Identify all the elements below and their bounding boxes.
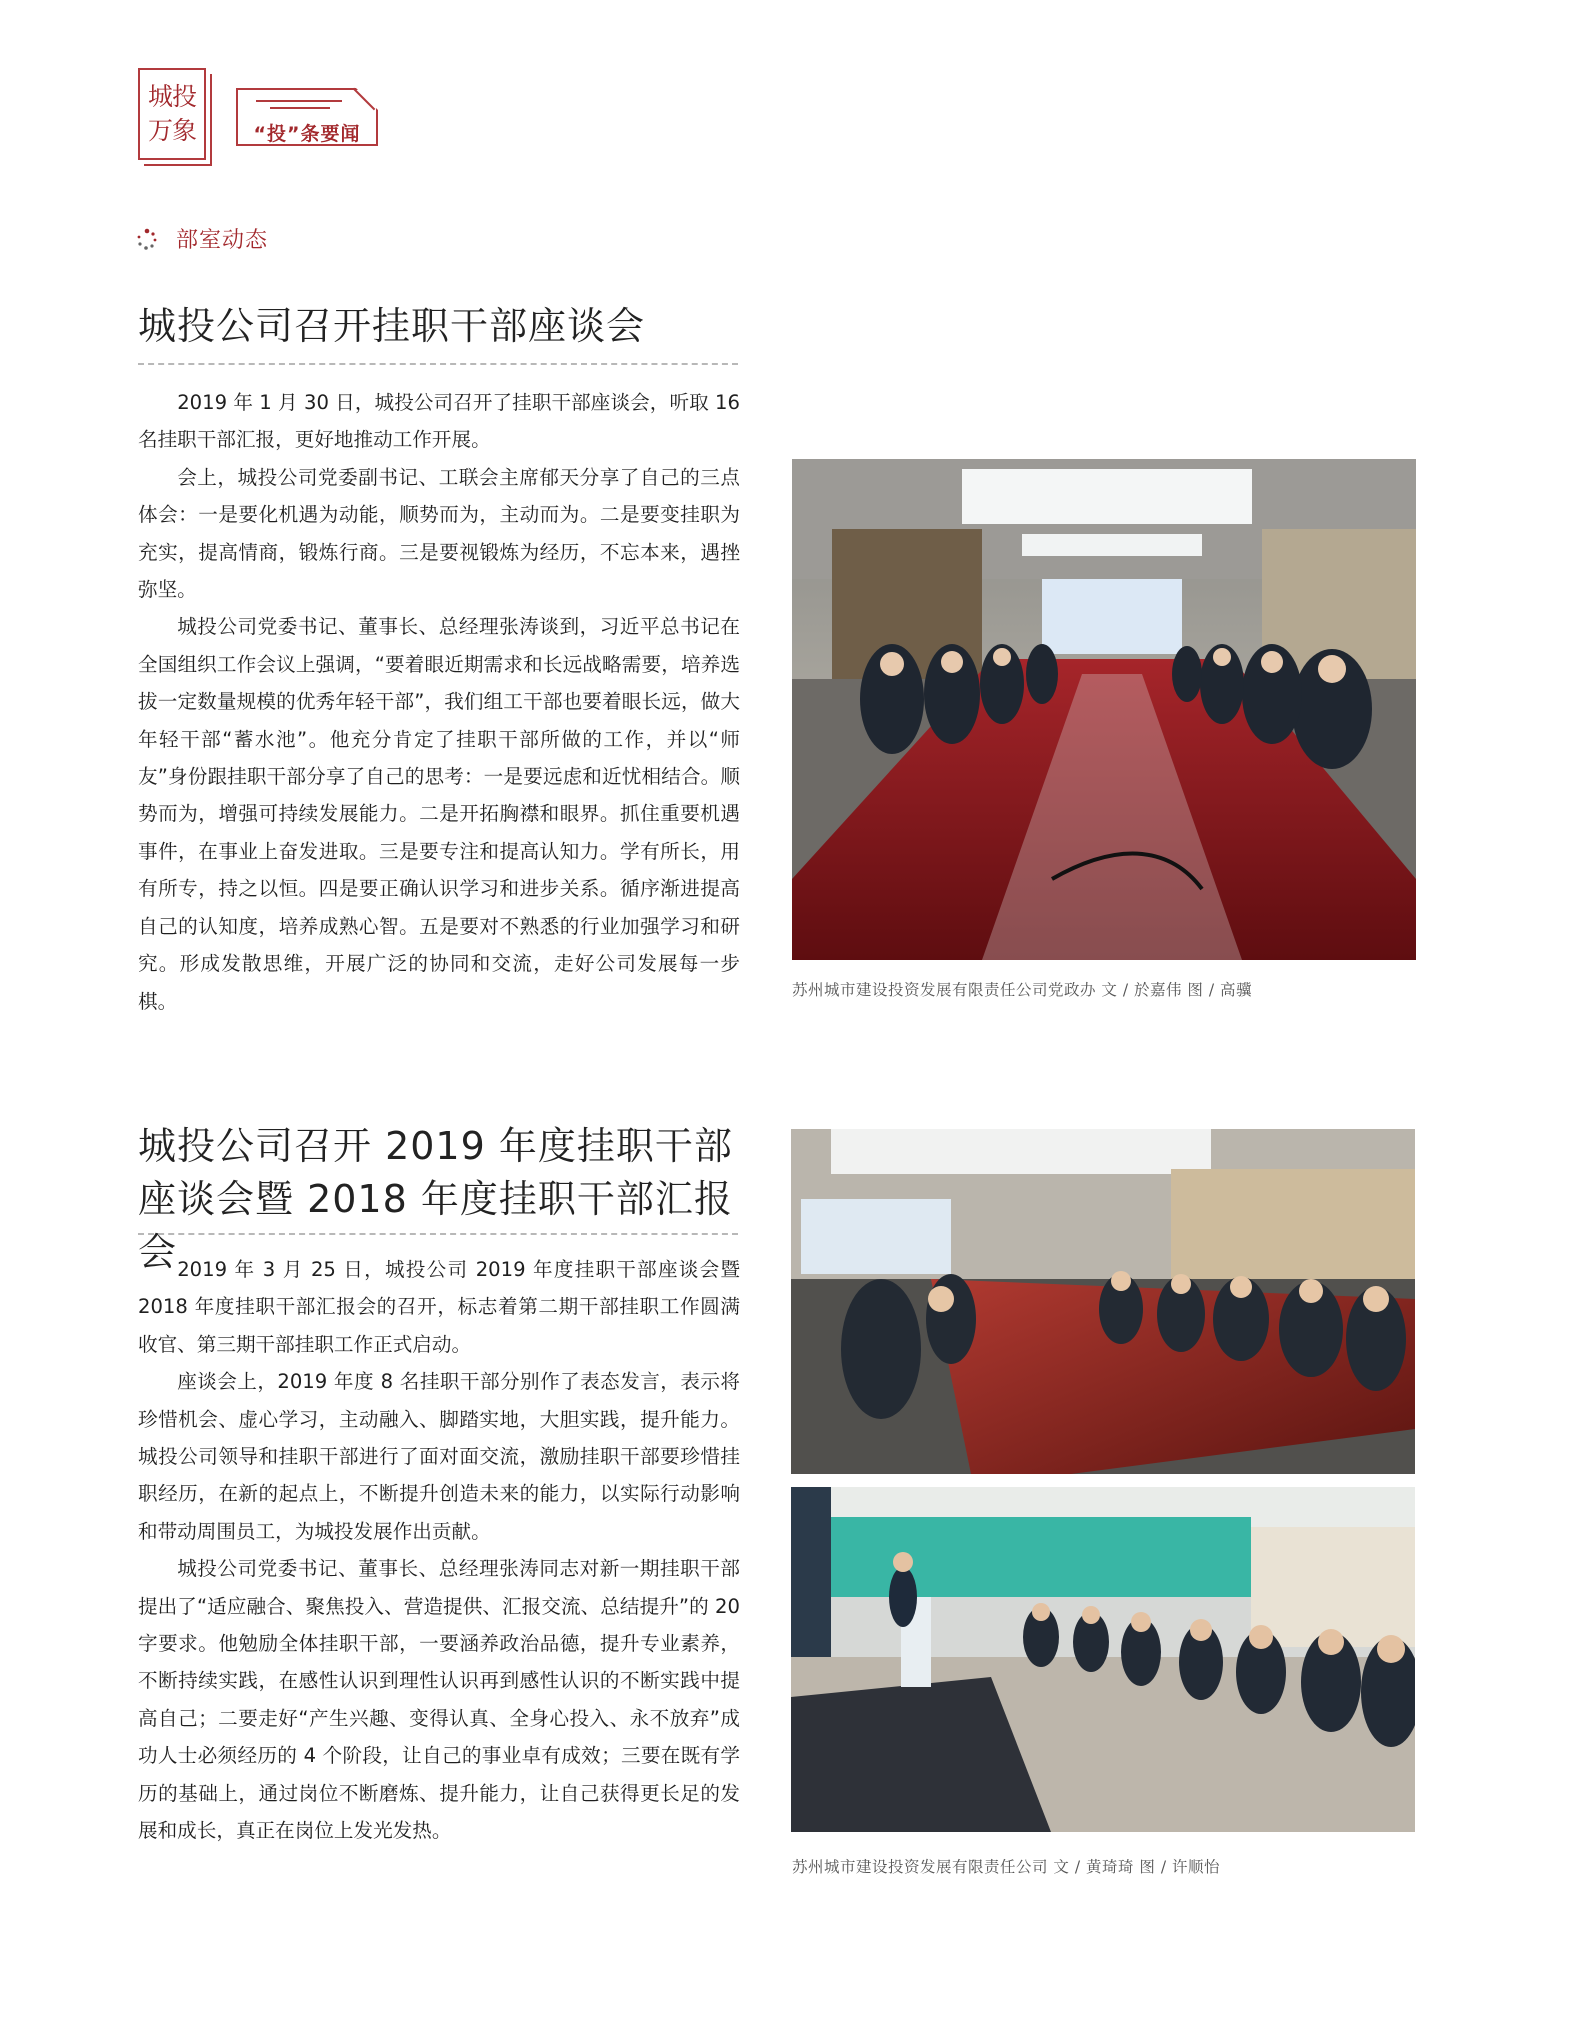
article2-report-photo xyxy=(791,1487,1415,1832)
article1-caption: 苏州城市建设投资发展有限责任公司党政办 文 / 於嘉伟 图 / 高骥 xyxy=(792,981,1253,999)
article2-paragraph: 座谈会上，2019 年度 8 名挂职干部分别作了表态发言，表示将珍惜机会、虚心学习，主动融入、脚踏实地，大胆实践，提升能力。城投公司领导和挂职干部进行了面对面交流，激励挂职干部要珍惜挂职经历，在新的起点上，不断提升创造未来的能力，以实际行动影响和带动周围员工，为城投发展作出贡献。 xyxy=(138,1370,740,1543)
article2-body xyxy=(138,1251,740,1850)
section-label: 部室动态 xyxy=(176,228,269,253)
article2-title: 城投公司召开 2019 年度挂职干部座谈会暨 2018 年度挂职干部汇报会 xyxy=(138,1124,733,1274)
article2-caption: 苏州城市建设投资发展有限责任公司 文 / 黄琦琦 图 / 许顺怡 xyxy=(792,1858,1221,1876)
column-tag xyxy=(236,88,378,146)
article2-divider xyxy=(138,1233,738,1235)
article2-paragraph: 城投公司党委书记、董事长、总经理张涛同志对新一期挂职干部提出了“适应融合、聚焦投入、营造提供、汇报交流、总结提升”的 20 字要求。他勉励全体挂职干部，一要涵养政治品德，提升专业素养，不断持续实践，在感性认识到理性认识再到感性认识的不断实践中提高自己；二要走好“产生兴趣、变得认真、全身心投入、永不放弃”成功人士必须经历的 4 个阶段，让自己的事业卓有成效；三要在既有学历的基础上，通过岗位不断磨炼、提升能力，让自己获得更长足的发展和成长，真正在岗位上发光发热。 xyxy=(138,1557,740,1843)
magazine-logo xyxy=(138,68,206,160)
section-dots-icon xyxy=(136,228,158,250)
article2-paragraph: 2019 年 3 月 25 日，城投公司 2019 年度挂职干部座谈会暨 2018 年度挂职干部汇报会的召开，标志着第二期干部挂职工作圆满收官、第三期干部挂职工作正式启动。 xyxy=(138,1258,740,1356)
article1-meeting-photo xyxy=(792,459,1416,960)
article2-meeting-photo xyxy=(791,1129,1415,1474)
page-fold-icon xyxy=(356,88,378,110)
article1-divider xyxy=(138,363,738,365)
article1-paragraph: 2019 年 1 月 30 日，城投公司召开了挂职干部座谈会，听取 16 名挂职干部汇报，更好地推动工作开展。 xyxy=(138,391,740,452)
article1-paragraph: 会上，城投公司党委副书记、工联会主席郁天分享了自己的三点体会：一是要化机遇为动能，顺势而为，主动而为。二是要变挂职为充实，提高情商，锻炼行商。三是要视锻炼为经历，不忘本来，遇挫弥坚。 xyxy=(138,465,740,602)
article1-paragraph: 城投公司党委书记、董事长、总经理张涛谈到，习近平总书记在全国组织工作会议上强调，“要着眼近期需求和长远战略需要，培养选拔一定数量规模的优秀年轻干部”，我们组工干部也要着眼长远，做大年轻干部“蓄水池”。他充分肯定了挂职干部所做的工作，并以“师友”身份跟挂职干部分享了自己的思考：一是要远虑和近忧相结合。顺势而为，增强可持续发展能力。二是开拓胸襟和眼界。抓住重要机遇事件，在事业上奋发进取。三是要专注和提高认知力。学有所长，用有所专，持之以恒。四是要正确认识学习和进步关系。循序渐进提高自己的认知度，培养成熟心智。五是要对不熟悉的行业加强学习和研究。形成发散思维，开展广泛的协同和交流，走好公司发展每一步棋。 xyxy=(138,615,740,1013)
column-tag-label: “投”条要闻 xyxy=(253,123,361,145)
article1-body xyxy=(138,384,740,1020)
logo-line-2: 万象 xyxy=(147,116,196,145)
document-lines-icon xyxy=(256,100,342,114)
article1-title: 城投公司召开挂职干部座谈会 xyxy=(138,304,646,348)
logo-line-1: 城投 xyxy=(147,82,196,111)
